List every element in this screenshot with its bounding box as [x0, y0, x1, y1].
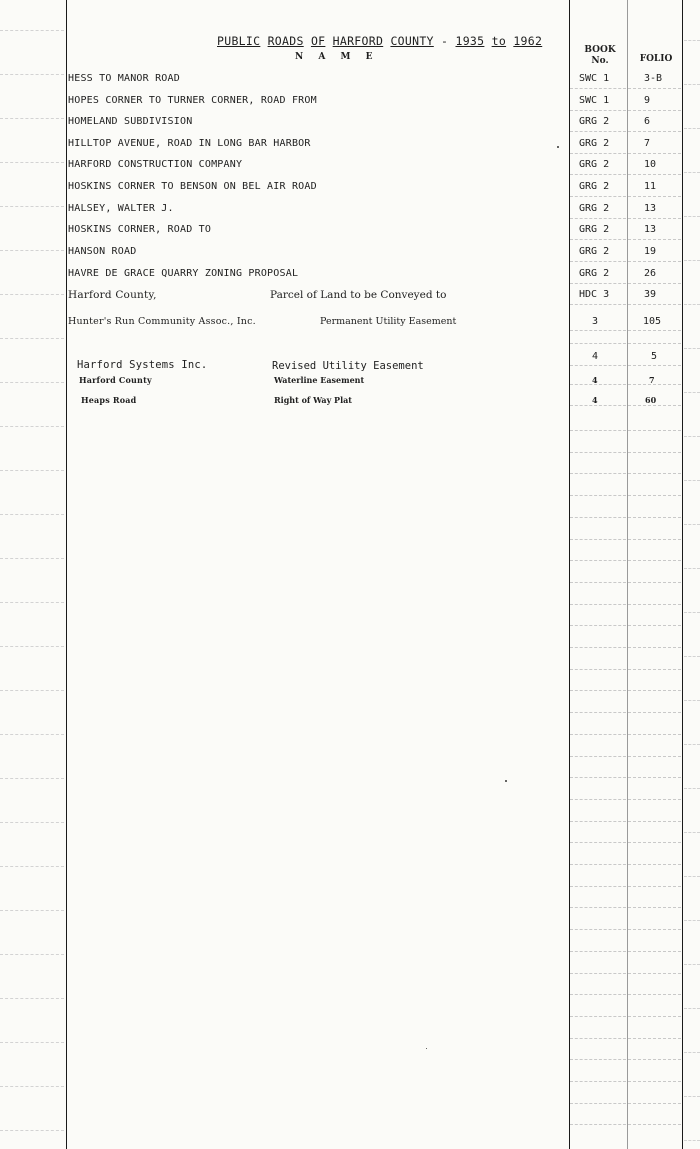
- ledger-rule: [628, 951, 681, 952]
- entry-folio: 9: [644, 95, 651, 106]
- ledger-rule: [628, 647, 681, 648]
- entry-folio: 10: [644, 159, 657, 170]
- list-item: [0, 289, 700, 307]
- ledger-rule: [0, 1130, 64, 1131]
- entry-name: HOSKINS CORNER, ROAD TO: [68, 224, 212, 235]
- ledger-rule: [570, 1081, 626, 1082]
- ledger-rule: [570, 343, 626, 344]
- entry-folio: 7: [644, 138, 651, 149]
- ledger-rule: [570, 994, 626, 995]
- ledger-rule: [684, 700, 700, 701]
- ledger-rule: [684, 656, 700, 657]
- ledger-rule: [628, 669, 681, 670]
- ledger-rule: [628, 734, 681, 735]
- ledger-rule: [570, 1059, 626, 1060]
- ledger-rule: [628, 842, 681, 843]
- ledger-rule: [628, 973, 681, 974]
- entry-book: HDC 3: [579, 289, 610, 300]
- entry-folio: 39: [644, 289, 657, 300]
- entry-name: Harford County,: [68, 289, 157, 301]
- list-item: [0, 138, 700, 156]
- ledger-rule: [0, 778, 64, 779]
- ledger-rule: [0, 558, 64, 559]
- ledger-rule: [628, 1038, 681, 1039]
- list-item: [0, 351, 700, 372]
- ledger-rule: [628, 1016, 681, 1017]
- ledger-rule: [0, 426, 64, 427]
- ledger-rule: [570, 473, 626, 474]
- ledger-rule: [628, 430, 681, 431]
- ledger-rule: [684, 1052, 700, 1053]
- ledger-rule: [0, 470, 64, 471]
- entry-folio: 13: [644, 203, 657, 214]
- entry-name: HOMELAND SUBDIVISION: [68, 116, 193, 127]
- entry-description: Revised Utility Easement: [272, 360, 424, 372]
- ledger-rule: [684, 744, 700, 745]
- entry-folio: 19: [644, 246, 657, 257]
- title-year-end: 1962: [513, 34, 543, 48]
- ledger-rule: [0, 514, 64, 515]
- entry-book: GRG 2: [579, 181, 610, 192]
- ledger-rule: [0, 734, 64, 735]
- ledger-rule: [570, 669, 626, 670]
- ledger-rule: [628, 582, 681, 583]
- ledger-rule: [684, 920, 700, 921]
- scan-speck: [557, 146, 559, 148]
- ledger-rule: [0, 1042, 64, 1043]
- ledger-rule: [684, 1008, 700, 1009]
- ledger-rule: [0, 866, 64, 867]
- ledger-rule: [570, 1016, 626, 1017]
- list-item: [0, 159, 700, 177]
- entry-folio: 11: [644, 181, 657, 192]
- ledger-rule: [570, 582, 626, 583]
- ledger-rule: [0, 822, 64, 823]
- ledger-rule: [628, 994, 681, 995]
- ledger-rule: [628, 1124, 681, 1125]
- ledger-rule: [684, 832, 700, 833]
- list-item: [0, 316, 700, 334]
- ledger-rule: [570, 799, 626, 800]
- entry-name: HANSON ROAD: [68, 246, 137, 257]
- ledger-rule: [628, 1103, 681, 1104]
- ledger-rule: [0, 30, 64, 31]
- ledger-rule: [628, 604, 681, 605]
- entry-description: Waterline Easement: [274, 375, 365, 385]
- entry-folio: 7: [649, 375, 655, 385]
- title-dash: -: [441, 34, 449, 48]
- ledger-rule: [0, 954, 64, 955]
- list-item: [0, 181, 700, 199]
- ledger-rule: [570, 560, 626, 561]
- entry-book: GRG 2: [579, 246, 610, 257]
- ledger-rule: [684, 524, 700, 525]
- ledger-rule: [684, 568, 700, 569]
- ledger-rule: [684, 964, 700, 965]
- ledger-rule: [570, 907, 626, 908]
- list-item: [0, 246, 700, 264]
- ledger-rule: [628, 1059, 681, 1060]
- ledger-rule: [0, 910, 64, 911]
- ledger-rule: [0, 338, 64, 339]
- entry-book: GRG 2: [579, 268, 610, 279]
- ledger-rule: [0, 1086, 64, 1087]
- ledger-rule: [570, 734, 626, 735]
- ledger-rule: [570, 777, 626, 778]
- entry-book: 4: [592, 395, 598, 405]
- list-item: [0, 116, 700, 134]
- entry-book: GRG 2: [579, 159, 610, 170]
- entry-description: Parcel of Land to be Conveyed to: [270, 289, 447, 301]
- entry-name: HILLTOP AVENUE, ROAD IN LONG BAR HARBOR: [68, 138, 311, 149]
- ledger-rule: [628, 625, 681, 626]
- entry-folio: 5: [651, 351, 658, 362]
- scan-speck: [505, 780, 507, 782]
- ledger-rule: [570, 604, 626, 605]
- list-item: [0, 73, 700, 91]
- entry-folio: 6: [644, 116, 651, 127]
- ledger-rule: [628, 1081, 681, 1082]
- ledger-rule: [628, 799, 681, 800]
- ledger-rule: [684, 40, 700, 41]
- title-word: HARFORD: [332, 34, 384, 48]
- entry-folio: 3-B: [644, 73, 663, 84]
- book-header-line1: BOOK: [584, 45, 616, 55]
- ledger-rule: [570, 647, 626, 648]
- entry-book: GRG 2: [579, 224, 610, 235]
- entry-description: Right of Way Plat: [274, 395, 352, 405]
- entry-name: HAVRE DE GRACE QUARRY ZONING PROPOSAL: [68, 268, 299, 279]
- ledger-rule: [570, 864, 626, 865]
- ledger-rule: [684, 876, 700, 877]
- book-header-line2: No.: [591, 56, 609, 66]
- ledger-rule: [684, 348, 700, 349]
- ledger-rule: [628, 929, 681, 930]
- entry-name: Harford County: [79, 375, 152, 385]
- ledger-rule: [570, 690, 626, 691]
- title-word: ROADS: [267, 34, 304, 48]
- entry-folio: 60: [645, 395, 657, 405]
- book-column-header: [580, 45, 620, 67]
- entry-folio: 13: [644, 224, 657, 235]
- list-item: [0, 375, 700, 393]
- page-title: [217, 34, 542, 48]
- ledger-rule: [570, 1103, 626, 1104]
- ledger-rule: [628, 517, 681, 518]
- list-item: [0, 268, 700, 286]
- ledger-rule: [570, 452, 626, 453]
- ledger-rule: [0, 646, 64, 647]
- ledger-rule: [570, 1038, 626, 1039]
- ledger-rule: [570, 495, 626, 496]
- entry-book: 4: [592, 375, 598, 385]
- entry-name: HOSKINS CORNER TO BENSON ON BEL AIR ROAD: [68, 181, 317, 192]
- ledger-rule: [628, 452, 681, 453]
- entry-book: SWC 1: [579, 95, 610, 106]
- scan-speck: [426, 1048, 427, 1049]
- entry-folio: 26: [644, 268, 657, 279]
- ledger-rule: [570, 430, 626, 431]
- entry-name: Hunter's Run Community Assoc., Inc.: [68, 316, 256, 327]
- title-word: PUBLIC: [217, 34, 261, 48]
- ledger-rule: [628, 756, 681, 757]
- list-item: [0, 395, 700, 413]
- ledger-rule: [570, 539, 626, 540]
- ledger-rule: [570, 756, 626, 757]
- folio-column-header: FOLIO: [639, 54, 673, 64]
- title-year-start: 1935: [455, 34, 485, 48]
- entry-folio: 105: [643, 316, 662, 327]
- entry-name: HOPES CORNER TO TURNER CORNER, ROAD FROM: [68, 95, 317, 106]
- list-item: [0, 224, 700, 242]
- ledger-rule: [628, 495, 681, 496]
- ledger-rule: [684, 788, 700, 789]
- name-column-header: N A M E: [295, 52, 379, 62]
- ledger-rule: [570, 842, 626, 843]
- ledger-rule: [684, 480, 700, 481]
- ledger-rule: [570, 712, 626, 713]
- list-item: [0, 95, 700, 113]
- ledger-rule: [628, 560, 681, 561]
- title-word: to: [491, 34, 507, 48]
- ledger-rule: [570, 625, 626, 626]
- ledger-rule: [570, 517, 626, 518]
- entry-name: HALSEY, WALTER J.: [68, 203, 174, 214]
- ledger-rule: [684, 1096, 700, 1097]
- ledger-rule: [0, 602, 64, 603]
- ledger-rule: [0, 690, 64, 691]
- ledger-rule: [628, 343, 681, 344]
- ledger-rule: [628, 539, 681, 540]
- ledger-rule: [628, 864, 681, 865]
- entry-book: SWC 1: [579, 73, 610, 84]
- ledger-rule: [570, 951, 626, 952]
- ledger-rule: [628, 907, 681, 908]
- entry-book: 3: [592, 316, 599, 327]
- ledger-rule: [570, 929, 626, 930]
- ledger-rule: [570, 973, 626, 974]
- ledger-rule: [684, 436, 700, 437]
- ledger-rule: [628, 821, 681, 822]
- entry-book: GRG 2: [579, 138, 610, 149]
- entry-name: HARFORD CONSTRUCTION COMPANY: [68, 159, 243, 170]
- list-item: [0, 203, 700, 221]
- ledger-rule: [628, 886, 681, 887]
- ledger-rule: [570, 886, 626, 887]
- ledger-rule: [628, 777, 681, 778]
- ledger-rule: [628, 473, 681, 474]
- entry-name: Heaps Road: [81, 395, 137, 405]
- ledger-rule: [570, 1124, 626, 1125]
- title-word: OF: [310, 34, 326, 48]
- ledger-rule: [628, 690, 681, 691]
- entry-book: GRG 2: [579, 203, 610, 214]
- ledger-rule: [684, 1140, 700, 1141]
- entry-book: GRG 2: [579, 116, 610, 127]
- ledger-rule: [0, 998, 64, 999]
- entry-book: 4: [592, 351, 599, 362]
- ledger-rule: [684, 612, 700, 613]
- entry-name: Harford Systems Inc.: [77, 359, 208, 371]
- ledger-rule: [570, 821, 626, 822]
- entry-name: HESS TO MANOR ROAD: [68, 73, 180, 84]
- title-word: COUNTY: [390, 34, 434, 48]
- entry-description: Permanent Utility Easement: [320, 316, 457, 327]
- ledger-rule: [628, 712, 681, 713]
